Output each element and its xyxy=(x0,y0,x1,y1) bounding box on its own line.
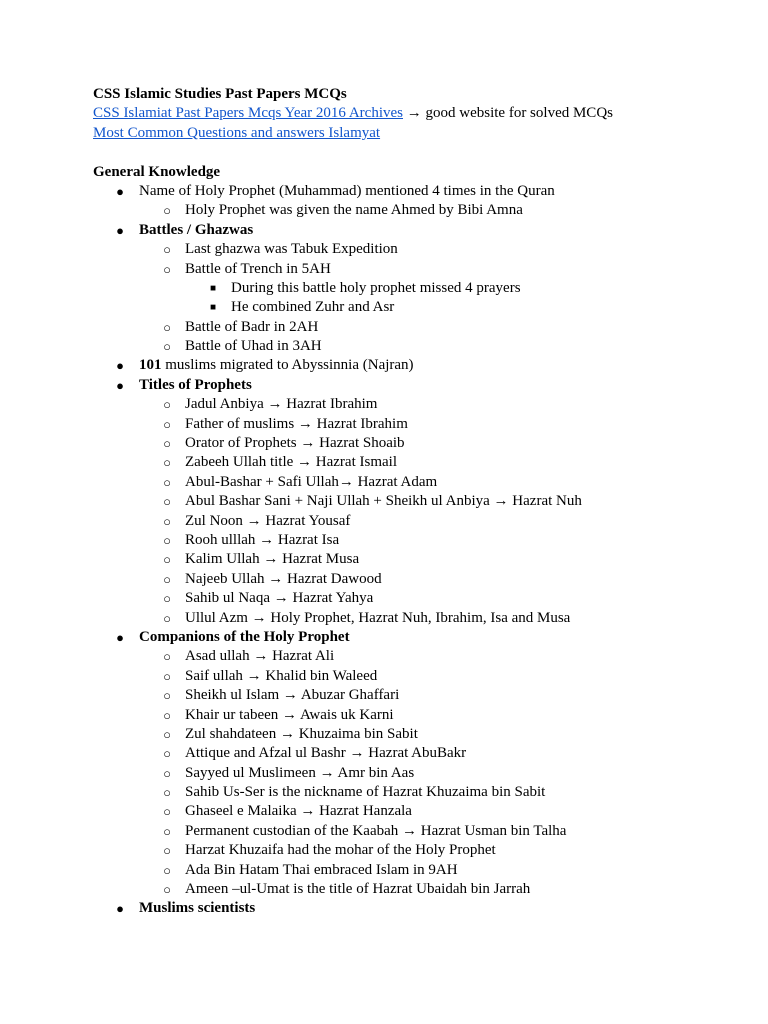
list-item-text: Ada Bin Hatam Thai embraced Islam in 9AH xyxy=(185,861,458,878)
list-item-text: Sahib ul Naqa → Hazrat Yahya xyxy=(185,590,374,607)
bullet-icon: ○ xyxy=(163,785,171,801)
list-item xyxy=(93,240,753,259)
common-questions-link[interactable]: Most Common Questions and answers Islamyat xyxy=(93,124,381,141)
list-item xyxy=(93,861,753,880)
bullet-icon: ○ xyxy=(163,707,171,723)
bullet-icon: ● xyxy=(116,183,124,199)
bullet-icon: ○ xyxy=(163,455,171,471)
bullet-icon: ○ xyxy=(163,668,171,684)
list-item-text: Ameen –ul-Umat is the title of Hazrat Ubaidah bin Jarrah xyxy=(185,881,531,898)
bullet-icon: ○ xyxy=(163,474,171,490)
list-item xyxy=(93,434,753,453)
list-item xyxy=(93,395,753,414)
bullet-icon: ○ xyxy=(163,688,171,704)
bullet-icon: ○ xyxy=(163,882,171,898)
list-item-text: Saif ullah → Khalid bin Waleed xyxy=(185,667,378,684)
list-item-text: He combined Zuhr and Asr xyxy=(231,299,395,316)
bullet-icon: ○ xyxy=(163,397,171,413)
list-item-text: Holy Prophet was given the name Ahmed by Bibi Amna xyxy=(185,202,523,219)
list-item xyxy=(93,279,753,298)
bullet-icon: ● xyxy=(116,222,124,238)
list-item xyxy=(93,764,753,783)
list-item xyxy=(93,376,753,395)
bullet-icon: ○ xyxy=(163,610,171,626)
list-item xyxy=(93,531,753,550)
bullet-icon: ■ xyxy=(209,302,217,314)
link-row-1 xyxy=(93,104,753,123)
bullet-icon: ○ xyxy=(163,319,171,335)
list-item-bold-text: Muslims scientists xyxy=(139,900,256,917)
bullet-icon: ● xyxy=(116,377,124,393)
list-item xyxy=(93,415,753,434)
list-item-text: Abul-Bashar + Safi Ullah→ Hazrat Adam xyxy=(185,473,438,490)
list-item-text: Ghaseel e Malaika → Hazrat Hanzala xyxy=(185,803,412,820)
list-item xyxy=(93,880,753,899)
list-item xyxy=(93,550,753,569)
bullet-icon: ● xyxy=(116,901,124,917)
document-body xyxy=(93,85,753,919)
bullet-icon: ○ xyxy=(163,862,171,878)
list-item-text: Harzat Khuzaifa had the mohar of the Holy Prophet xyxy=(185,842,496,859)
list-item xyxy=(93,725,753,744)
section-heading: General Knowledge xyxy=(93,163,221,180)
list-item-text: Permanent custodian of the Kaabah → Hazrat Usman bin Talha xyxy=(185,822,567,839)
list-item xyxy=(93,356,753,375)
list-item xyxy=(93,647,753,666)
list-item-text: Jadul Anbiya → Hazrat Ibrahim xyxy=(185,396,378,413)
bullet-icon: ○ xyxy=(163,746,171,762)
list-item-bold-text: Battles / Ghazwas xyxy=(139,221,254,238)
list-item xyxy=(93,589,753,608)
list-item xyxy=(93,492,753,511)
bullet-icon: ○ xyxy=(163,726,171,742)
list-item-text: Rooh ulllah → Hazrat Isa xyxy=(185,531,340,548)
list-item-text: Last ghazwa was Tabuk Expedition xyxy=(185,241,398,258)
bullet-icon: ○ xyxy=(163,203,171,219)
bullet-icon: ○ xyxy=(163,416,171,432)
link-row-2 xyxy=(93,124,753,143)
list-item-text: Orator of Prophets → Hazrat Shoaib xyxy=(185,435,405,452)
list-item-text: muslims migrated to Abyssinnia (Najran) xyxy=(161,357,414,374)
list-item xyxy=(93,841,753,860)
list-item xyxy=(93,298,753,317)
list-item-text: Father of muslims → Hazrat Ibrahim xyxy=(185,415,408,432)
list-item-bold-text: 101 xyxy=(139,357,162,374)
bullet-icon: ○ xyxy=(163,804,171,820)
bullet-icon: ○ xyxy=(163,765,171,781)
list-item-text: Battle of Uhad in 3AH xyxy=(185,338,322,355)
list-item-text: Khair ur tabeen → Awais uk Karni xyxy=(185,706,394,723)
list-item xyxy=(93,802,753,821)
bullet-icon: ○ xyxy=(163,843,171,859)
bullet-icon: ○ xyxy=(163,339,171,355)
list-item-text: Zabeeh Ullah title → Hazrat Ismail xyxy=(185,454,397,471)
list-item xyxy=(93,899,753,918)
list-item xyxy=(93,318,753,337)
list-item-bold-text: Companions of the Holy Prophet xyxy=(139,628,350,645)
list-item-text: Ullul Azm → Holy Prophet, Hazrat Nuh, Ibrahim, Isa and Musa xyxy=(185,609,571,626)
list-item-text: Sheikh ul Islam → Abuzar Ghaffari xyxy=(185,687,400,704)
list-item xyxy=(93,609,753,628)
list-item xyxy=(93,260,753,279)
list-item-text: Name of Holy Prophet (Muhammad) mentioned 4 times in the Quran xyxy=(139,182,555,199)
list-item-text: Battle of Badr in 2AH xyxy=(185,318,319,335)
list-item xyxy=(93,221,753,240)
outline-list xyxy=(93,182,753,919)
list-item-text: Battle of Trench in 5AH xyxy=(185,260,331,277)
list-item xyxy=(93,706,753,725)
list-item xyxy=(93,628,753,647)
list-item xyxy=(93,783,753,802)
blank-line xyxy=(93,143,753,162)
list-item xyxy=(93,570,753,589)
bullet-icon: ○ xyxy=(163,591,171,607)
list-item-text: Asad ullah → Hazrat Ali xyxy=(185,648,335,665)
bullet-icon: ○ xyxy=(163,494,171,510)
bullet-icon: ● xyxy=(116,629,124,645)
list-item-bold-text: Titles of Prophets xyxy=(139,376,252,393)
bullet-icon: ■ xyxy=(209,282,217,294)
list-item-text: Sahib Us-Ser is the nickname of Hazrat Khuzaima bin Sabit xyxy=(185,784,546,801)
list-item-text: Zul Noon → Hazrat Yousaf xyxy=(185,512,351,529)
bullet-icon: ○ xyxy=(163,513,171,529)
list-item xyxy=(93,453,753,472)
list-item-text: Abul Bashar Sani + Naji Ullah + Sheikh ul Anbiya → Hazrat Nuh xyxy=(185,493,582,510)
bullet-icon: ○ xyxy=(163,532,171,548)
list-item-text: Attique and Afzal ul Bashr → Hazrat AbuBakr xyxy=(185,745,467,762)
bullet-icon: ○ xyxy=(163,823,171,839)
list-item xyxy=(93,182,753,201)
bullet-icon: ○ xyxy=(163,552,171,568)
bullet-icon: ○ xyxy=(163,436,171,452)
bullet-icon: ○ xyxy=(163,242,171,258)
list-item-text: Sayyed ul Muslimeen → Amr bin Aas xyxy=(185,764,415,781)
list-item xyxy=(93,512,753,531)
document-title: CSS Islamic Studies Past Papers MCQs xyxy=(93,86,347,102)
link-note: → good website for solved MCQs xyxy=(403,105,613,122)
list-item xyxy=(93,686,753,705)
list-item xyxy=(93,473,753,492)
past-papers-link[interactable]: CSS Islamiat Past Papers Mcqs Year 2016 Archives xyxy=(93,105,403,122)
bullet-icon: ● xyxy=(116,358,124,374)
list-item-text: During this battle holy prophet missed 4 prayers xyxy=(231,279,521,296)
list-item xyxy=(93,201,753,220)
list-item xyxy=(93,337,753,356)
bullet-icon: ○ xyxy=(163,571,171,587)
list-item xyxy=(93,744,753,763)
bullet-icon: ○ xyxy=(163,261,171,277)
list-item-text: Kalim Ullah → Hazrat Musa xyxy=(185,551,360,568)
bullet-icon: ○ xyxy=(163,649,171,665)
list-item-text: Najeeb Ullah → Hazrat Dawood xyxy=(185,570,382,587)
list-item xyxy=(93,667,753,686)
list-item xyxy=(93,822,753,841)
list-item-text: Zul shahdateen → Khuzaima bin Sabit xyxy=(185,725,418,742)
